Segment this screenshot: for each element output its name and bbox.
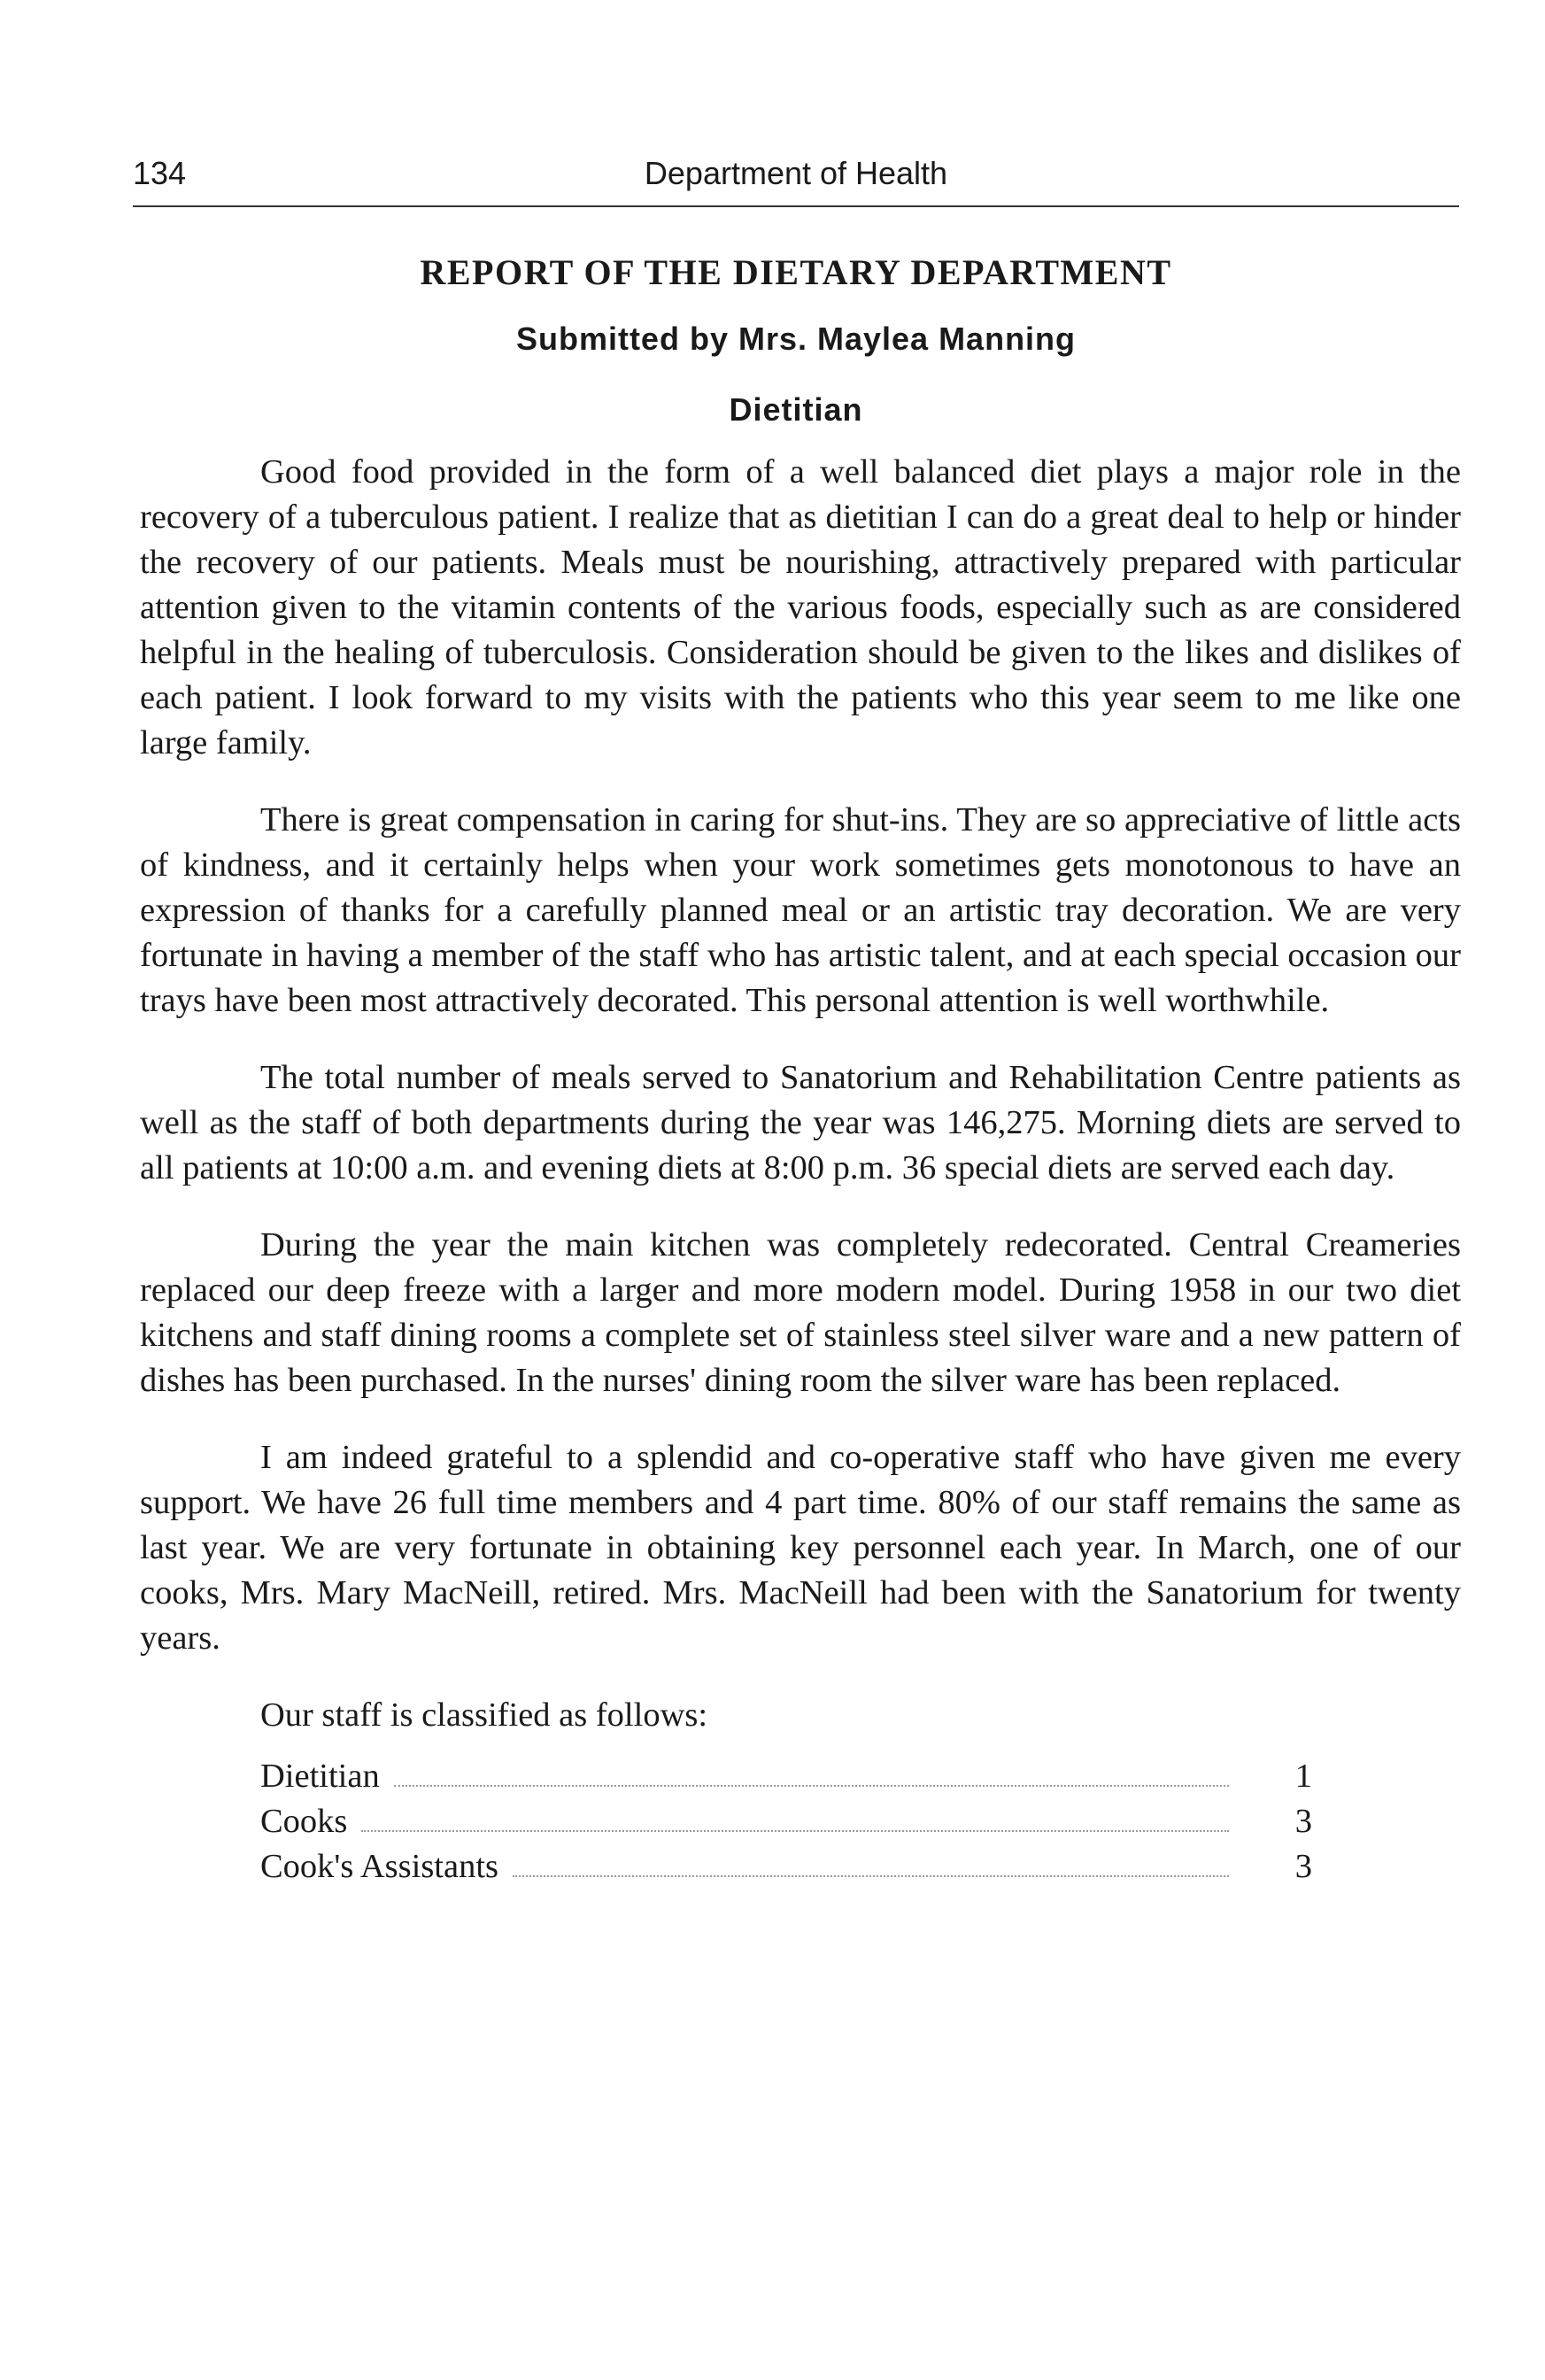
dot-leader (361, 1829, 1229, 1832)
paragraph-compensation: There is great compensation in caring for shut-ins. They are so appreciative of little acts of kindness, and it certainly helps when your work sometimes gets monotonous to have an expression of thanks for a carefully planned meal or an artistic tray decoration. We are very fortunate in having a member of the staff who has artistic talent, and at each special occasion our trays have been most attractively decorated. This personal attention is well worthwhile. (140, 801, 1461, 1019)
dot-leader (394, 1784, 1229, 1787)
staff-row (260, 1799, 1312, 1844)
staff-row (260, 1754, 1312, 1799)
paragraph-meals-served: The total number of meals served to Sanatorium and Rehabilitation Centre patients as well as the staff of both departments during the year was 146,275. Morning diets are served to all patients at 10:00 a.m. and evening diets at 8:00 p.m. 36 special diets are served each day. (140, 1059, 1461, 1186)
report-title: REPORT OF THE DIETARY DEPARTMENT (420, 252, 1172, 292)
staff-role: Dietitian (260, 1758, 380, 1795)
paragraph-kitchen-improvements: During the year the main kitchen was completely redecorated. Central Creameries replaced our deep freeze with a larger and more modern model. During 1958 in our two diet kitchens and staff dining rooms a complete set of stainless steel silver ware and a new pattern of dishes has been purchased. In the nurses' dining room the silver ware has been replaced. (140, 1226, 1461, 1399)
staff-role: Cook's Assistants (260, 1848, 499, 1885)
paragraph-staff-thanks: I am indeed grateful to a splendid and co-operative staff who have given me every support. We have 26 full time members and 4 part time. 80% of our staff remains the same as last year. We are very fortunate in obtaining key personnel each year. In March, one of our cooks, Mrs. Mary MacNeill, retired. Mrs. MacNeill had been with the Sanatorium for twenty years. (140, 1439, 1461, 1657)
paragraph-diet-role: Good food provided in the form of a well balanced diet plays a major role in the recovery of a tuberculous patient. I realize that as dietitian I can do a great deal to help or hinder the recovery of our patients. Meals must be nourishing, attractively prepared with particular attention given to the vitamin contents of the various foods, especially such as are considered helpful in the healing of tuberculosis. Consideration should be given to the likes and dislikes of each patient. I look forward to my visits with the patients who this year seem to me like one large family. (140, 453, 1461, 761)
staff-count: 1 (1294, 1758, 1312, 1795)
staff-row (260, 1844, 1312, 1889)
page-number: 134 (133, 155, 187, 191)
staff-count: 3 (1294, 1803, 1312, 1840)
staff-count: 3 (1294, 1848, 1312, 1885)
report-body (140, 450, 1461, 1889)
dot-leader (513, 1874, 1229, 1877)
running-head: Department of Health (644, 155, 948, 191)
staff-role: Cooks (260, 1803, 348, 1840)
staff-classification-list (260, 1754, 1312, 1889)
page-header (133, 152, 1459, 207)
submitted-by-line: Submitted by Mrs. Maylea Manning (515, 321, 1077, 357)
staff-intro: Our staff is classified as follows: (260, 1696, 708, 1734)
author-role: Dietitian (729, 391, 863, 428)
